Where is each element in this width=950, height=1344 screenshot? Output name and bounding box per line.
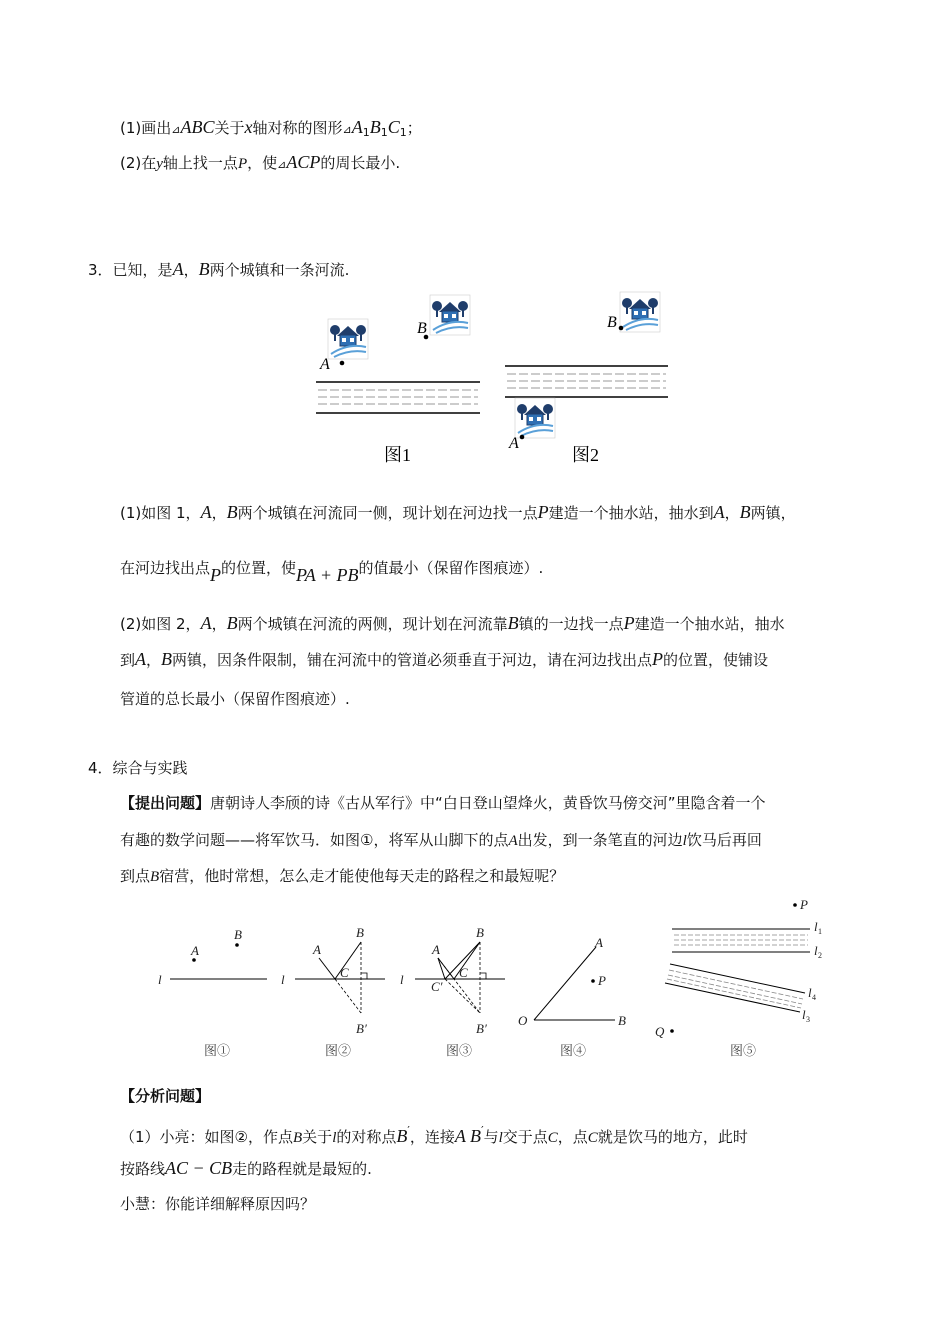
fig2-caption: 图2 [572,445,599,465]
q4-line1: 【提出问题】唐朝诗人李颀的诗《古从军行》中“白日登山望烽火，黄昏饮马傍交河”里隐含着一个 [120,794,766,812]
q3-intro: 3．已知，是A，B两个城镇和一条河流. [88,259,350,279]
svg-text:A: A [313,942,321,957]
svg-text:l: l [814,919,818,934]
q4-analysis-line1: （1）小亮：如图②，作点B关于l的对称点B′，连接A B′与l交于点C，点C就是饮马的地方，此时 [120,1124,748,1146]
svg-text:2: 2 [818,951,822,960]
q2-part1: (1)画出⊿ABC关于x轴对称的图形$⊿A_1B_1C_1$； [120,117,422,139]
q3-part2-line3: 管道的总长最小（保留作图痕迹）. [120,690,350,708]
svg-text:C: C [340,965,349,980]
q3-part2-line2: 到A，B两镇，因条件限制，铺在河流中的管道必须垂直于河边，请在河边找出点P的位置，使铺设 [120,649,769,669]
svg-text:l: l [400,972,404,987]
q3-part1-line2: 在河边找出点P的位置，使PA + PB的值最小（保留作图痕迹）. [120,559,544,585]
q4-line3: 到点B宿营，他时常想，怎么走才能使他每天走的路程之和最短呢？ [120,867,565,885]
house-icon-b2 [620,292,660,332]
svg-text:B: B [356,925,364,940]
svg-text:图⑤: 图⑤ [730,1043,757,1058]
q4-figures [150,895,830,1070]
svg-text:A: A [191,943,199,958]
svg-text:B: B [476,925,484,940]
svg-text:l: l [802,1007,806,1022]
svg-text:B: B [417,320,427,337]
svg-text:3: 3 [806,1015,810,1024]
svg-text:1: 1 [818,927,822,936]
q3-part1-line1: (1)如图 1，A，B两个城镇在河流同一侧，现计划在河边找一点P建造一个抽水站，抽水到A，B两镇， [120,502,796,522]
q4-title: 4．综合与实践 [88,759,188,777]
svg-text:C: C [459,965,468,980]
svg-text:C′: C′ [431,979,443,994]
svg-text:图④: 图④ [560,1043,587,1058]
svg-text:B′: B′ [476,1021,487,1036]
svg-text:P: P [598,973,606,988]
house-icon-a2 [515,398,555,438]
q4-analysis-line2: 按路线AC − CB走的路程就是最短的. [120,1158,372,1178]
svg-text:B′: B′ [356,1021,367,1036]
svg-text:l: l [158,972,162,987]
svg-text:l: l [281,972,285,987]
svg-text:4: 4 [812,993,816,1002]
q3-figures [300,285,680,470]
svg-text:B: B [234,927,242,942]
svg-text:B: B [618,1013,626,1028]
q4-line2: 有趣的数学问题——将军饮马．如图①，将军从山脚下的点A出发，到一条笔直的河边l饮马后再回 [120,831,762,849]
svg-text:B: B [607,314,617,331]
svg-text:A: A [509,435,519,452]
svg-text:l: l [808,985,812,1000]
q2-part2: (2)在y轴上找一点P，使⊿ACP的周长最小. [120,152,401,172]
svg-text:图②: 图② [325,1043,352,1058]
svg-text:l: l [814,943,818,958]
svg-text:Q: Q [655,1024,665,1039]
svg-text:A: A [595,935,603,950]
fig1-caption: 图1 [384,445,411,465]
svg-text:O: O [518,1013,528,1028]
q4-analysis-line3: 小慧：你能详细解释原因吗？ [120,1195,316,1213]
svg-text:图③: 图③ [446,1043,473,1058]
q3-part2-line1: (2)如图 2，A，B两个城镇在河流的两侧，现计划在河流靠B镇的一边找一点P建造一个抽水站，抽水 [120,613,785,633]
svg-text:P: P [800,897,808,912]
svg-text:A: A [320,356,330,373]
house-icon-a1 [328,319,368,359]
svg-text:图①: 图① [204,1043,231,1058]
svg-text:A: A [432,942,440,957]
q4-analysis-title: 【分析问题】 [120,1087,211,1105]
house-icon-b1 [430,295,470,335]
